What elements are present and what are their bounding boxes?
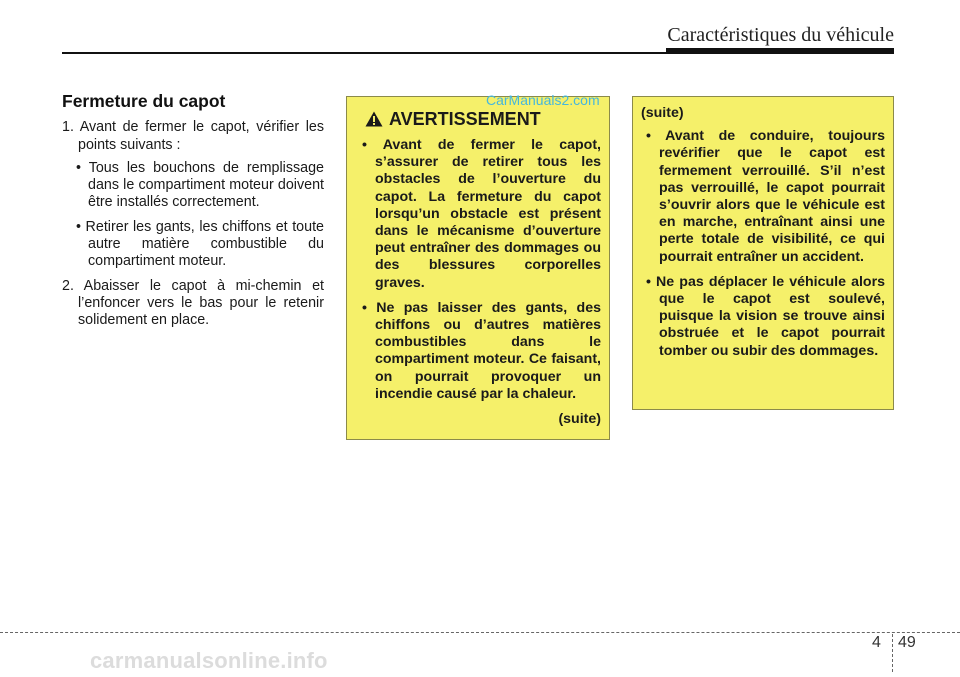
warning-box: [346, 96, 610, 440]
warning-bullet: • Ne pas déplacer le véhicule alors que le capot est soulevé, puisque la vision se trouve ainsi obstruée et le capot pourrait tomber ou subir des dommages.: [646, 273, 885, 359]
footer-watermark: carmanualsonline.info: [90, 648, 328, 673]
page-number: 49: [898, 634, 916, 651]
section-heading: Fermeture du capot: [62, 91, 226, 111]
step-1: 1. Avant de fermer le capot, vérifier les points suivants :: [62, 119, 324, 153]
page-separator: [892, 634, 893, 672]
chapter-number: 4: [872, 634, 881, 651]
header-rule: [62, 52, 894, 54]
continuation-box: [632, 96, 894, 410]
continued-label: (suite): [558, 411, 601, 428]
watermark: CarManuals2.com: [486, 92, 600, 108]
warning-triangle-icon: [365, 111, 383, 127]
instructions-column: [62, 93, 324, 336]
warning-bullet: • Ne pas laisser des gants, des chiffons ou d’autres matières combustibles dans le compartiment moteur. Ce faisant, on pourrait provoquer un incendie causé par la chaleur.: [362, 299, 601, 402]
warning-title: [365, 109, 601, 129]
section-title: Caractéristiques du véhicule: [667, 24, 894, 46]
continued-label: (suite): [641, 105, 684, 121]
warning-bullet: • Avant de fermer le capot, s’assurer de retirer tous les obstacles de l’ouverture du capot. La fermeture du capot lorsqu’un obstacle est présent dans le mécanisme d’ouverture peut entraîner des dommages ou des blessures corporelles graves.: [362, 137, 601, 291]
step-1-bullet: • Tous les bouchons de remplissage dans le compartiment moteur doivent être installés correctement.: [76, 159, 324, 211]
footer-rule: [0, 632, 960, 633]
warning-title-text: AVERTISSEMENT: [389, 109, 541, 129]
warning-bullet: • Avant de conduire, toujours revérifier que le capot est fermement verrouillé. S’il n’est pas verrouillé, le capot pourrait s’ouvrir alors que le véhicule est en marche, entraînant ainsi une perte totale de visibilité, ce qui pourrait entraîner un accident.: [646, 128, 885, 265]
step-1-bullet: • Retirer les gants, les chiffons et toute autre matière combustible du compartiment moteur.: [76, 218, 324, 270]
step-2: 2. Abaisser le capot à mi-chemin et l’enfoncer vers le bas pour le retenir solidement en place.: [62, 277, 324, 329]
